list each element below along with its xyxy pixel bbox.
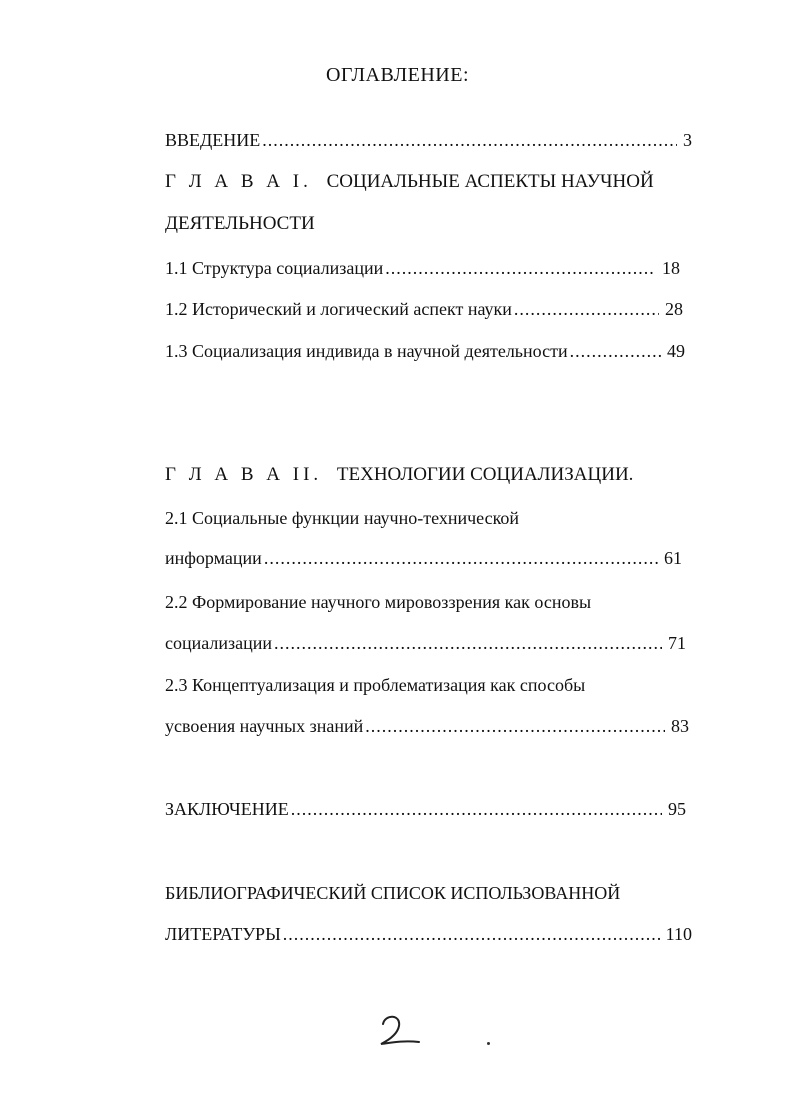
page-title: ОГЛАВЛЕНИЕ: <box>325 64 470 86</box>
chapter-2-heading <box>165 463 633 487</box>
chapter-2-prefix: Г Л А В А II. <box>165 464 323 485</box>
chapter-1-heading <box>165 170 654 194</box>
chapter-1-prefix: Г Л А В А I. <box>165 171 312 192</box>
toc-page: 110 <box>665 924 692 944</box>
toc-page: 95 <box>668 799 686 819</box>
toc-label: 1.1 Структура социализации <box>165 258 384 278</box>
toc-leader <box>262 128 677 152</box>
toc-leader <box>274 631 662 655</box>
toc-page: 18 <box>662 258 680 278</box>
toc-label: 1.2 Исторический и логический аспект науки <box>165 299 512 319</box>
toc-entry-2-3 <box>165 714 689 738</box>
toc-entry-1-3 <box>165 339 685 363</box>
toc-label: 1.3 Социализация индивида в научной деятельности <box>165 341 568 361</box>
toc-entry-1-2 <box>165 297 683 321</box>
toc-leader <box>514 297 659 321</box>
toc-leader <box>291 797 662 821</box>
toc-label: усвоения научных знаний <box>165 716 364 736</box>
toc-label: ЛИТЕРАТУРЫ <box>165 924 281 944</box>
toc-label: ЗАКЛЮЧЕНИЕ <box>165 799 289 819</box>
toc-label: ВВЕДЕНИЕ <box>165 130 261 150</box>
chapter-1-title-cont: ДЕЯТЕЛЬНОСТИ <box>165 213 315 234</box>
toc-leader <box>264 546 658 570</box>
toc-page: 3 <box>683 130 692 150</box>
toc-label: социализации <box>165 633 273 653</box>
toc-page: 71 <box>668 633 686 653</box>
chapter-2-title: ТЕХНОЛОГИИ СОЦИАЛИЗАЦИИ. <box>336 464 634 485</box>
toc-entry-2-1 <box>165 546 682 570</box>
toc-leader <box>385 256 656 280</box>
toc-page: 49 <box>667 341 685 361</box>
toc-entry-bibliography-line1: БИБЛИОГРАФИЧЕСКИЙ СПИСОК ИСПОЛЬЗОВАННОЙ <box>165 883 621 903</box>
toc-page: 28 <box>665 299 683 319</box>
chapter-1-title: СОЦИАЛЬНЫЕ АСПЕКТЫ НАУЧНОЙ <box>326 171 654 192</box>
handwritten-page-number <box>375 1010 425 1050</box>
toc-entry-2-1-line1: 2.1 Социальные функции научно-технической <box>165 508 520 528</box>
toc-entry-2-3-line1: 2.3 Концептуализация и проблематизация как способы <box>165 675 586 695</box>
toc-label: информации <box>165 548 262 568</box>
scan-speck <box>487 1042 490 1045</box>
toc-entry-2-2 <box>165 631 686 655</box>
toc-entry-2-2-line1: 2.2 Формирование научного мировоззрения как основы <box>165 592 592 612</box>
toc-entry-intro <box>165 128 692 152</box>
toc-page: 61 <box>664 548 682 568</box>
toc-leader <box>570 339 661 363</box>
toc-entry-1-1 <box>165 256 680 280</box>
toc-leader <box>365 714 665 738</box>
toc-leader <box>283 922 660 946</box>
toc-entry-conclusion <box>165 797 686 821</box>
toc-page: 83 <box>671 716 689 736</box>
toc-entry-bibliography <box>165 922 692 946</box>
